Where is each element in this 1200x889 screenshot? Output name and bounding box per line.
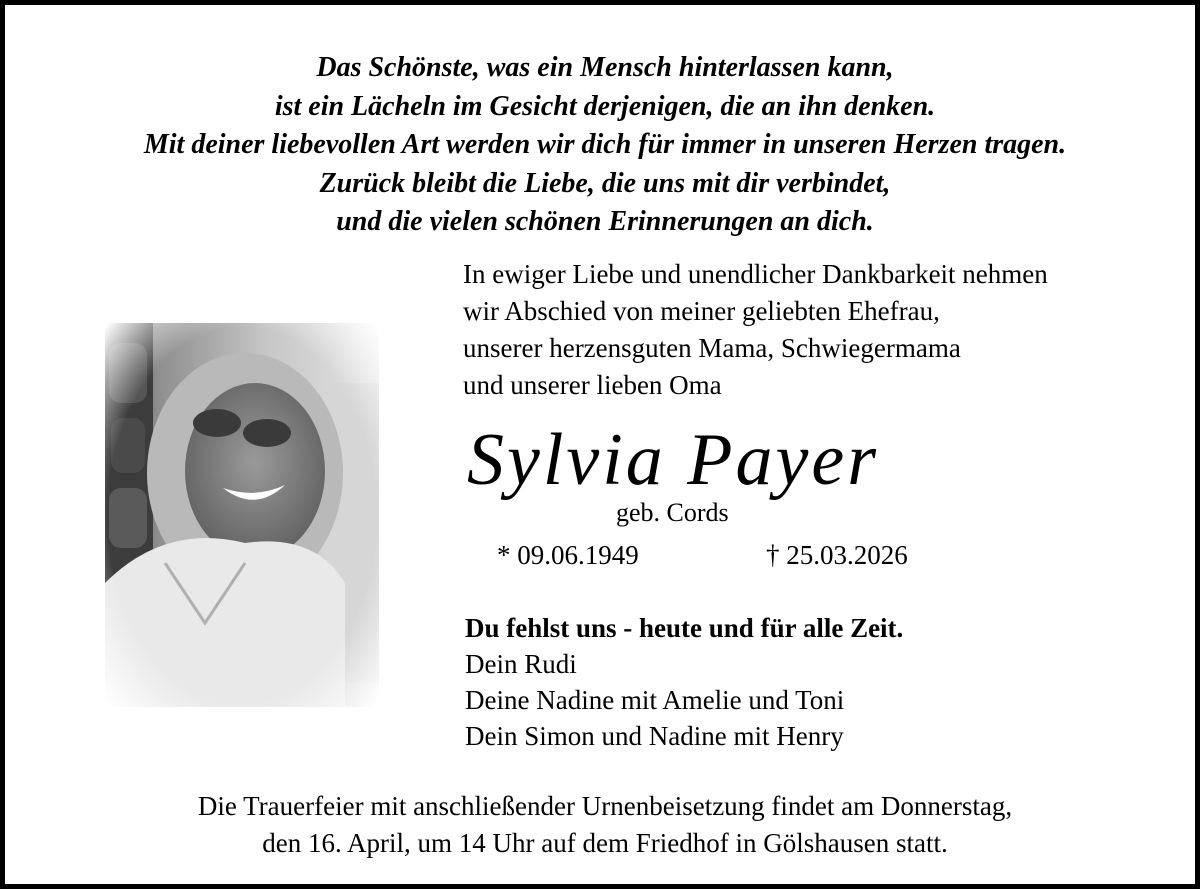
birth-date: * 09.06.1949: [497, 540, 639, 570]
quote-line: Zurück bleibt die Liebe, die uns mit dir verbindet,: [319, 167, 891, 199]
portrait-image: [105, 323, 379, 707]
death-date: † 25.03.2026: [766, 540, 908, 570]
quote-line: und die vielen schönen Erinnerungen an dich.: [336, 206, 874, 237]
signature-line: Dein Rudi: [465, 649, 577, 679]
quote-line: ist ein Lächeln im Gesicht derjenigen, die an ihn denken.: [274, 90, 936, 122]
portrait-photo: [105, 323, 379, 707]
service-line: Die Trauerfeier mit anschließender Urnenbeisetzung findet am Donnerstag,: [197, 791, 1013, 821]
signature-line: Dein Simon und Nadine mit Henry: [465, 721, 844, 751]
service-line: den 16. April, um 14 Uhr auf dem Friedhof in Gölshausen statt.: [262, 828, 948, 858]
service-notice: [5, 788, 1200, 862]
intro-text: [463, 256, 1048, 404]
maiden-name: geb. Cords: [616, 498, 729, 527]
family-signatures: [465, 610, 903, 754]
intro-line: wir Abschied von meiner geliebten Ehefrau,: [463, 296, 940, 326]
memorial-quote: [5, 49, 1200, 242]
intro-line: unserer herzensguten Mama, Schwiegermama: [463, 333, 961, 363]
signature-line: Deine Nadine mit Amelie und Toni: [465, 685, 845, 715]
intro-line: In ewiger Liebe und unendlicher Dankbarkeit nehmen: [463, 259, 1048, 289]
quote-line: Mit deiner liebevollen Art werden wir dich für immer in unseren Herzen tragen.: [143, 129, 1067, 160]
quote-line: Das Schönste, was ein Mensch hinterlassen kann,: [316, 52, 894, 83]
family-headline: Du fehlst uns - heute und für alle Zeit.: [465, 613, 904, 643]
deceased-name: Sylvia Payer: [467, 419, 879, 501]
intro-line: und unserer lieben Oma: [463, 370, 722, 400]
